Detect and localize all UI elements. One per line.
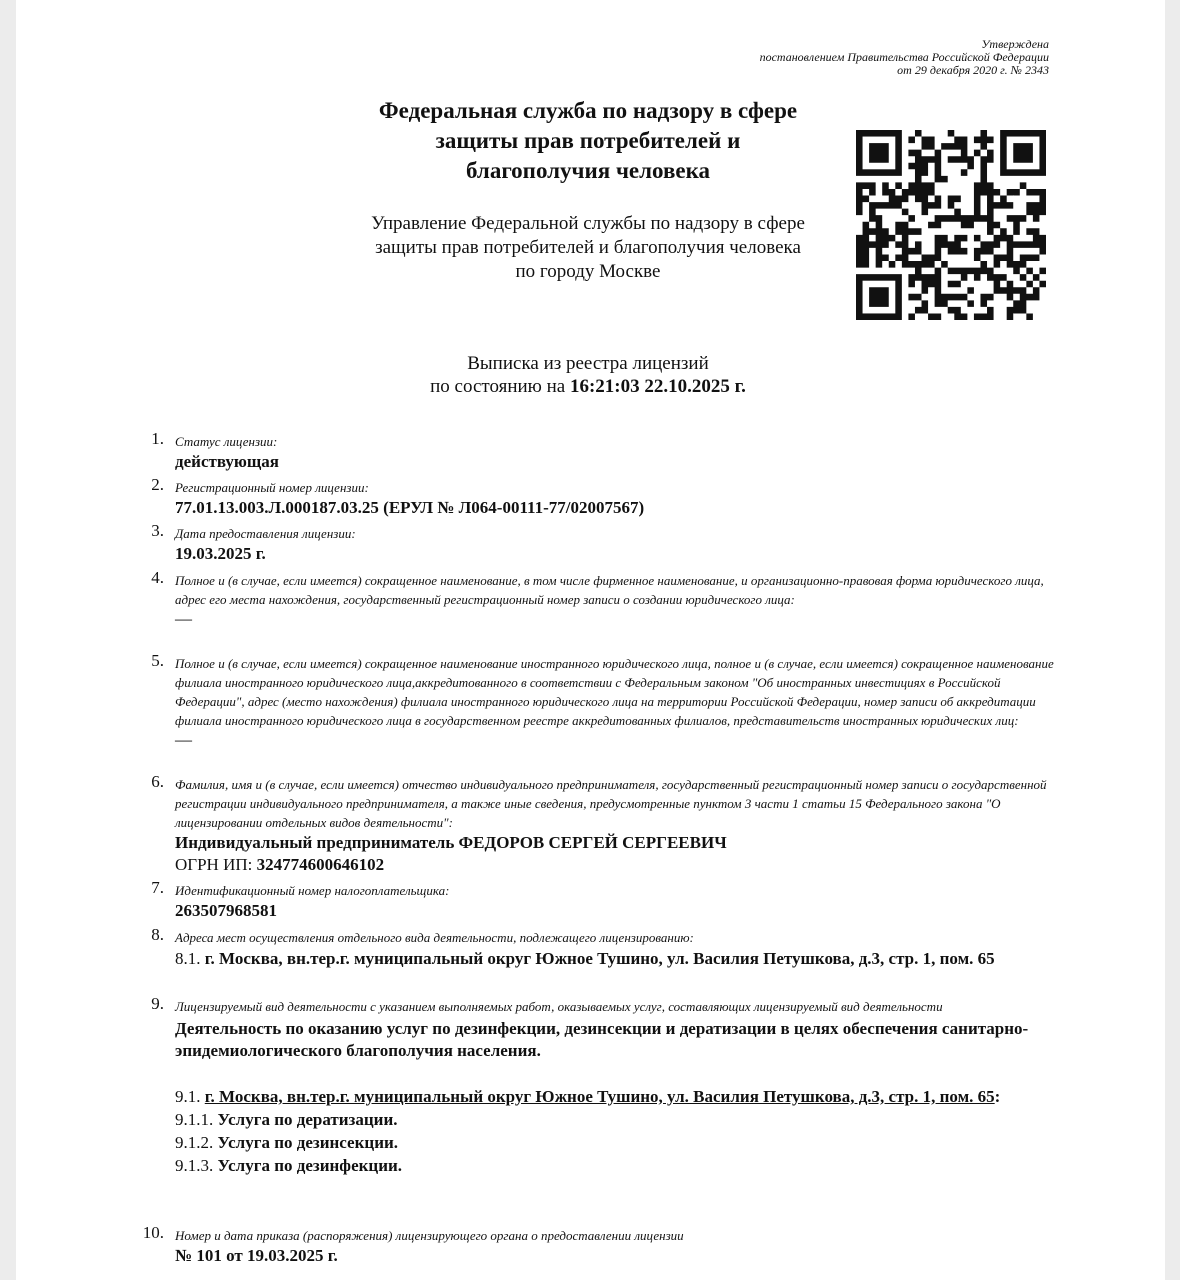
- extract-heading: [368, 352, 808, 398]
- department-title: Управление Федеральной службы по надзору в сфере защиты прав потребителей и благополучия человека по городу Москве: [371, 213, 805, 282]
- license-number: 77.01.13.003.Л.000187.03.25 (ЕРУЛ № Л064-00111-77/02007567): [175, 498, 645, 517]
- item-number: 7.: [151, 878, 164, 897]
- address-text: г. Москва, вн.тер.г. муниципальный округ Южное Тушино, ул. Василия Петушкова, д.3, стр. 1, пом. 65: [204, 1087, 995, 1106]
- service-number: 9.1.2.: [175, 1133, 214, 1152]
- extract-prefix: по состоянию на: [430, 376, 566, 397]
- license-date: 19.03.2025 г.: [175, 544, 266, 563]
- service-number: 9.1.3.: [175, 1156, 214, 1175]
- item-number: 1.: [151, 429, 164, 448]
- item-number: 6.: [151, 772, 164, 791]
- empty-value: —: [175, 730, 192, 749]
- document-page: [16, 0, 1165, 1280]
- item-number: 3.: [151, 521, 164, 540]
- service-item: [175, 1108, 1055, 1131]
- activity-address-detail: [175, 1085, 1055, 1108]
- service-text: Услуга по дезинсекции.: [217, 1133, 399, 1152]
- item-number: 8.: [151, 925, 164, 944]
- extract-title: Выписка из реестра лицензий: [467, 353, 709, 374]
- license-status: действующая: [175, 452, 279, 471]
- item-label: Идентификационный номер налогоплательщика:: [175, 883, 450, 898]
- ogrn-value: 324774600646102: [256, 855, 385, 874]
- address-text: г. Москва, вн.тер.г. муниципальный округ Южное Тушино, ул. Василия Петушкова, д.3, стр. 1, пом. 65: [204, 949, 995, 968]
- address-number: 8.1.: [175, 949, 201, 968]
- agency-title: Федеральная служба по надзору в сфере защиты прав потребителей и благополучия человека: [378, 98, 798, 183]
- item-label: Полное и (в случае, если имеется) сокращенное наименование, в том числе фирменное наименование, и организационно-правовая форма юридического лица, адрес его места нахождения, государственный регистрационный номер записи о создании юридического лица:: [175, 573, 1044, 607]
- inn-value: 263507968581: [175, 901, 277, 920]
- item-label: Лицензируемый вид деятельности с указанием выполняемых работ, оказываемых услуг, составляющих лицензируемый вид деятельности: [175, 999, 943, 1014]
- empty-value: —: [175, 609, 192, 628]
- activity-type: Деятельность по оказанию услуг по дезинфекции, дезинсекции и дератизации в целях обеспечения санитарно-эпидемиологического благополучия населения.: [175, 1019, 1029, 1060]
- service-text: Услуга по дератизации.: [217, 1110, 398, 1129]
- item-number: 5.: [151, 651, 164, 670]
- item-label: Адреса мест осуществления отдельного вида деятельности, подлежащего лицензированию:: [175, 930, 694, 945]
- item-number: 10.: [142, 1223, 164, 1242]
- extract-timestamp: 16:21:03 22.10.2025 г.: [569, 376, 746, 397]
- order-number: № 101 от 19.03.2025 г.: [175, 1246, 338, 1265]
- address-number: 9.1.: [175, 1087, 201, 1106]
- address-colon: :: [994, 1087, 1001, 1106]
- approval-note: [589, 38, 1049, 77]
- approval-line: от 29 декабря 2020 г. № 2343: [897, 63, 1049, 77]
- item-label: Полное и (в случае, если имеется) сокращенное наименование иностранного юридического лица, полное и (в случае, если имеется) сокращенное наименование филиала иностранного юридического лица,аккредитованного в соответствии с Федеральным законом "Об иностранных инвестициях в Российской Федерации", адрес (место нахождения) филиала иностранного юридического лица на территории Российской Федерации, номер записи об аккредитации филиала иностранного юридического лица в государственном реестре аккредитованных филиалов, представительств иностранных юридических лиц:: [175, 656, 1054, 728]
- item-number: 2.: [151, 475, 164, 494]
- item-label: Статус лицензии:: [175, 434, 278, 449]
- item-label: Фамилия, имя и (в случае, если имеется) отчество индивидуального предпринимателя, государственный регистрационный номер записи о государственной регистрации индивидуального предпринимателя, а также иные сведения, предусмотренные пунктом 3 части 1 статьи 15 Федерального закона "О лицензировании отдельных видов деятельности":: [175, 777, 1047, 830]
- service-number: 9.1.1.: [175, 1110, 214, 1129]
- item-label: Дата предоставления лицензии:: [175, 526, 356, 541]
- service-text: Услуга по дезинфекции.: [217, 1156, 403, 1175]
- qr-code: [856, 130, 1046, 320]
- approval-line: Утверждена: [981, 37, 1049, 51]
- item-number: 4.: [151, 568, 164, 587]
- ogrn-label: ОГРН ИП:: [175, 855, 253, 874]
- extract-date-line: [368, 375, 808, 398]
- approval-line: постановлением Правительства Российской Федерации: [759, 50, 1049, 64]
- ogrn-line: [175, 854, 1055, 876]
- item-label: Регистрационный номер лицензии:: [175, 480, 369, 495]
- activity-address: [175, 947, 1055, 970]
- item-number: 9.: [151, 994, 164, 1013]
- entrepreneur-name: Индивидуальный предприниматель ФЕДОРОВ СЕРГЕЙ СЕРГЕЕВИЧ: [175, 833, 727, 852]
- item-label: Номер и дата приказа (распоряжения) лицензирующего органа о предоставлении лицензии: [175, 1228, 684, 1243]
- service-item: [175, 1154, 1055, 1177]
- service-item: [175, 1131, 1055, 1154]
